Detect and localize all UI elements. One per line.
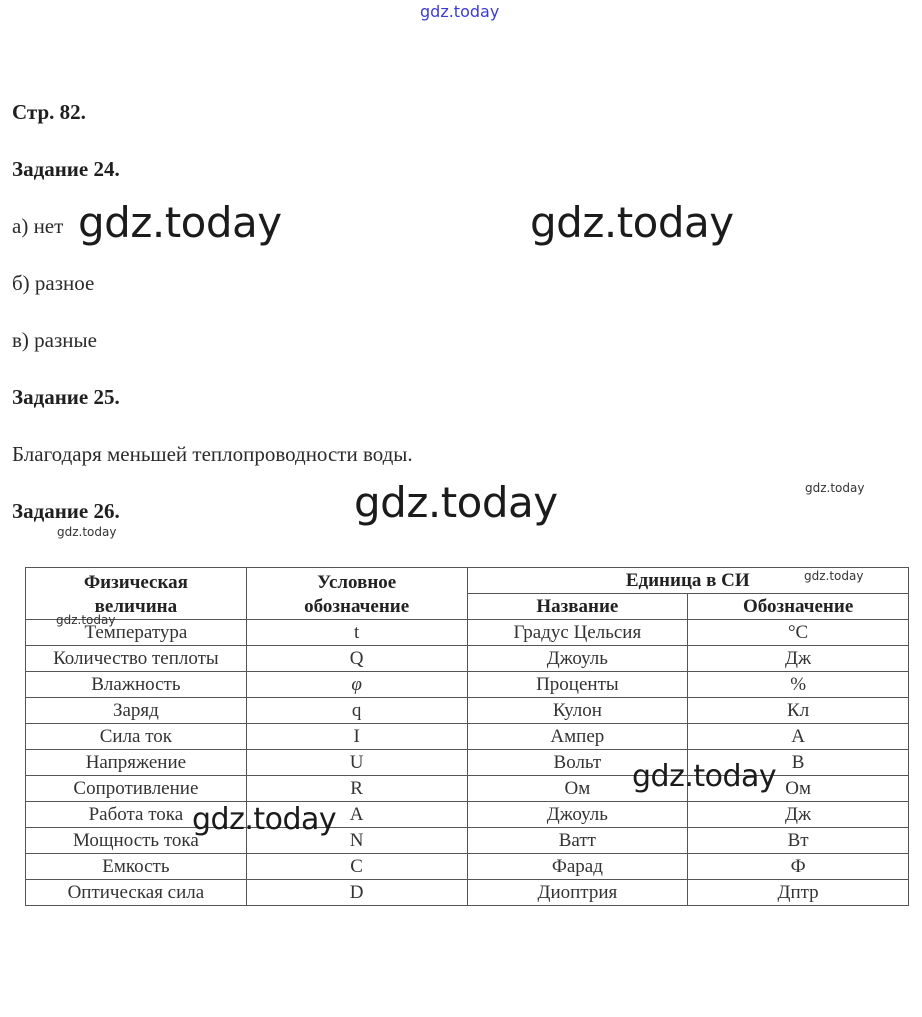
header-si-unit: Единица в СИ — [467, 568, 908, 594]
table-row — [26, 672, 909, 698]
cell-quantity: Сила ток — [26, 724, 247, 750]
cell-unit-symbol: Ом — [688, 776, 909, 802]
cell-quantity: Влажность — [26, 672, 247, 698]
header-symbol — [246, 568, 467, 620]
cell-unit-symbol: °С — [688, 620, 909, 646]
header-unit-designation: Обозначение — [688, 594, 909, 620]
cell-symbol: D — [246, 880, 467, 906]
task24-answer-a: а) нет — [12, 214, 64, 238]
cell-unit-symbol: А — [688, 724, 909, 750]
watermark-large-right: gdz.today — [530, 198, 734, 247]
cell-symbol: q — [246, 698, 467, 724]
cell-symbol: t — [246, 620, 467, 646]
task24-answer-c: в) разные — [12, 328, 97, 352]
cell-unit-name: Джоуль — [467, 802, 688, 828]
cell-symbol: N — [246, 828, 467, 854]
header-symbol-line1: Условное — [317, 571, 397, 593]
cell-quantity: Количество теплоты — [26, 646, 247, 672]
cell-symbol: R — [246, 776, 467, 802]
cell-symbol: C — [246, 854, 467, 880]
header-unit-name: Название — [467, 594, 688, 620]
watermark-large-center: gdz.today — [354, 478, 558, 527]
cell-unit-name: Ом — [467, 776, 688, 802]
task24-heading: Задание 24. — [12, 157, 120, 181]
si-units-table — [25, 567, 909, 906]
cell-symbol: I — [246, 724, 467, 750]
cell-unit-name: Ватт — [467, 828, 688, 854]
cell-unit-symbol: Вт — [688, 828, 909, 854]
header-quantity-line1: Физическая — [83, 571, 188, 593]
cell-unit-symbol: В — [688, 750, 909, 776]
cell-symbol: Q — [246, 646, 467, 672]
table-row — [26, 698, 909, 724]
watermark-top: gdz.today — [420, 2, 500, 21]
cell-unit-symbol: Дж — [688, 646, 909, 672]
cell-symbol: U — [246, 750, 467, 776]
header-quantity — [26, 568, 247, 620]
header-symbol-line2: обозначение — [304, 595, 410, 617]
cell-unit-symbol: Дптр — [688, 880, 909, 906]
watermark-large-left: gdz.today — [78, 198, 282, 247]
cell-unit-name: Диоптрия — [467, 880, 688, 906]
table-row — [26, 854, 909, 880]
cell-unit-name: Фарад — [467, 854, 688, 880]
cell-symbol: φ — [246, 672, 467, 698]
cell-quantity: Сопротивление — [26, 776, 247, 802]
watermark-medium-right: gdz.today — [632, 759, 777, 794]
cell-quantity: Работа тока — [26, 802, 247, 828]
cell-quantity: Напряжение — [26, 750, 247, 776]
table-row — [26, 802, 909, 828]
cell-quantity: Оптическая сила — [26, 880, 247, 906]
watermark-small-1: gdz.today — [805, 481, 865, 495]
cell-unit-name: Ампер — [467, 724, 688, 750]
cell-unit-name: Кулон — [467, 698, 688, 724]
table-row — [26, 880, 909, 906]
cell-unit-symbol: % — [688, 672, 909, 698]
watermark-small-3: gdz.today — [804, 569, 864, 583]
task24-answer-b: б) разное — [12, 271, 95, 295]
watermark-small-2: gdz.today — [57, 525, 117, 539]
cell-unit-name: Градус Цельсия — [467, 620, 688, 646]
cell-unit-name: Джоуль — [467, 646, 688, 672]
cell-unit-symbol: Дж — [688, 802, 909, 828]
page-reference: Стр. 82. — [12, 100, 86, 124]
cell-unit-symbol: Кл — [688, 698, 909, 724]
cell-symbol: A — [246, 802, 467, 828]
watermark-small-4: gdz.today — [56, 613, 116, 627]
table-row — [26, 646, 909, 672]
table-row — [26, 724, 909, 750]
table-row — [26, 620, 909, 646]
cell-unit-name: Вольт — [467, 750, 688, 776]
table-row — [26, 828, 909, 854]
cell-quantity: Температура — [26, 620, 247, 646]
task26-heading: Задание 26. — [12, 499, 120, 523]
task25-answer: Благодаря меньшей теплопроводности воды. — [12, 442, 413, 466]
cell-unit-name: Проценты — [467, 672, 688, 698]
cell-quantity: Емкость — [26, 854, 247, 880]
watermark-medium-left: gdz.today — [192, 802, 337, 837]
cell-unit-symbol: Ф — [688, 854, 909, 880]
task25-heading: Задание 25. — [12, 385, 120, 409]
cell-quantity: Заряд — [26, 698, 247, 724]
cell-quantity: Мощность тока — [26, 828, 247, 854]
header-quantity-line2: величина — [94, 595, 178, 617]
